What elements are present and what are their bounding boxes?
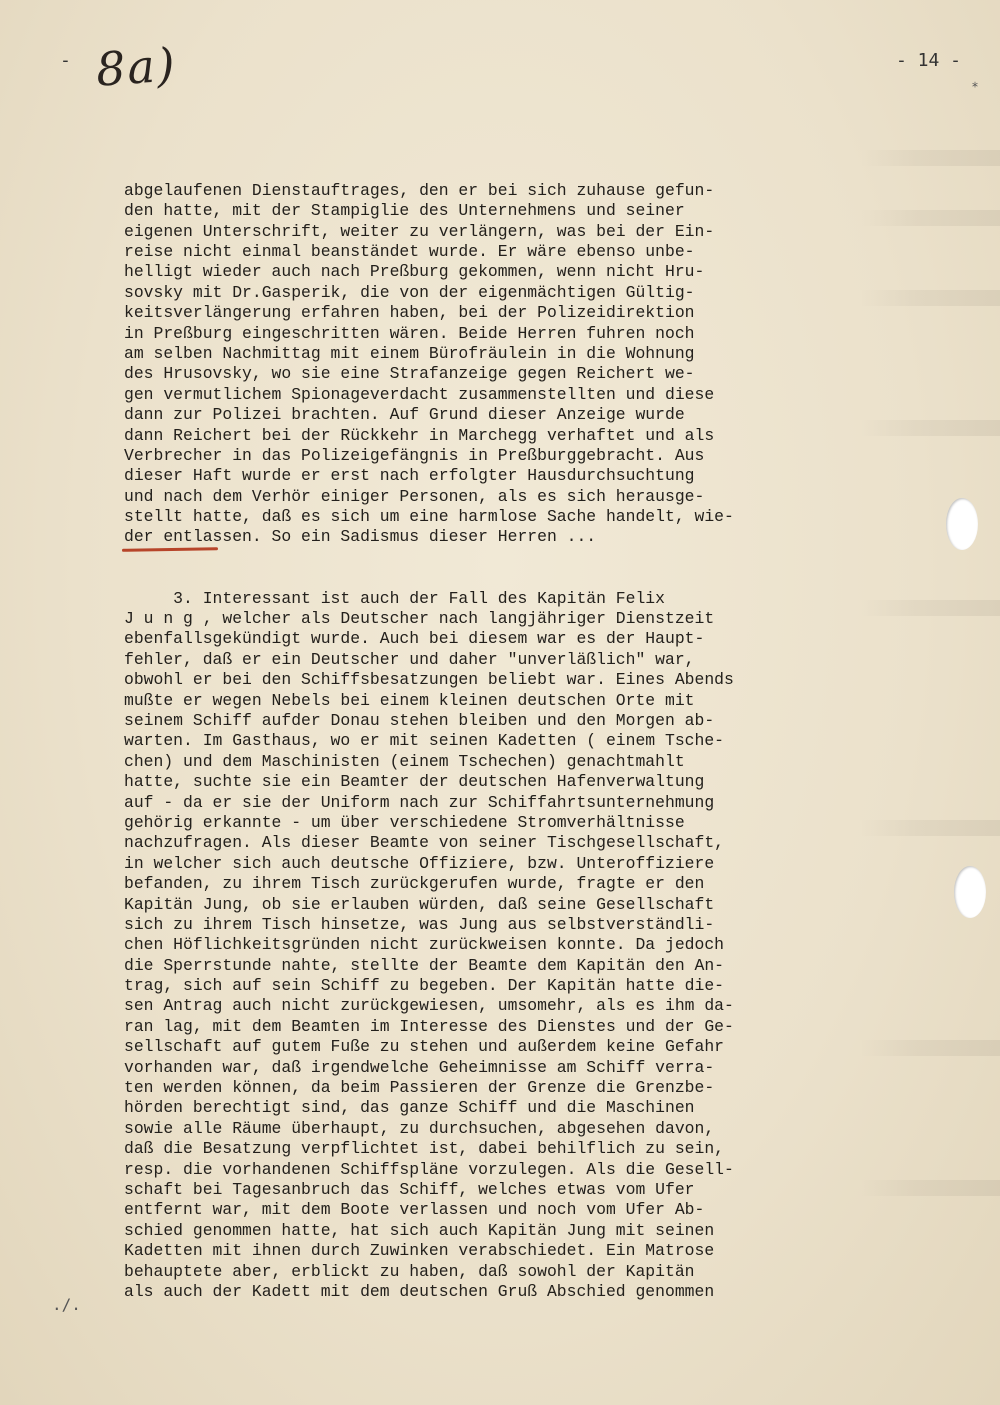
- text-line: seinem Schiff aufder Donau stehen bleiben und den Morgen ab-: [124, 711, 715, 730]
- text-line: sovsky mit Dr.Gasperik, die von der eigenmächtigen Gültig-: [124, 282, 695, 302]
- text-line: keitsverlängerung erfahren haben, bei der Polizeidirektion: [124, 303, 695, 323]
- text-line: dann zur Polizei brachten. Auf Grund dieser Anzeige wurde: [124, 405, 685, 425]
- text-line: obwohl er bei den Schiffsbesatzungen beliebt war. Eines Abends: [124, 670, 734, 690]
- text-line: ten werden können, da beim Passieren der Grenze die Grenzbe-: [124, 1078, 715, 1098]
- text-line: fehler, daß er ein Deutscher und daher "unverläßlich" war,: [124, 649, 695, 669]
- text-line: hörden berechtigt sind, das ganze Schiff und die Maschinen: [124, 1098, 695, 1118]
- text-line: die Sperrstunde nahte, stellte der Beamte dem Kapitän den An-: [124, 955, 724, 975]
- text-line: behauptete aber, erblickt zu haben, daß sowohl der Kapitän: [124, 1261, 695, 1281]
- text-line: 3. Interessant ist auch der Fall des Kapitän Felix: [124, 588, 665, 608]
- text-line: helligt wieder auch nach Preßburg gekommen, wenn nicht Hru-: [124, 262, 705, 282]
- continuation-mark: ./.: [52, 1295, 81, 1314]
- text-line: ebenfallsgekündigt wurde. Auch bei diesem war es der Haupt-: [124, 629, 705, 649]
- paragraph-1: [124, 181, 884, 548]
- text-line: am selben Nachmittag mit einem Bürofräulein in die Wohnung: [124, 343, 695, 363]
- text-line: dieser Haft wurde er erst nach erfolgter Hausdurchsuchtung: [124, 466, 695, 486]
- text-line: und nach dem Verhör einiger Personen, als es sich herausge-: [124, 486, 705, 506]
- text-line: resp. die vorhandenen Schiffspläne vorzulegen. Als die Gesell-: [124, 1159, 734, 1179]
- text-line: in welcher sich auch deutsche Offiziere, bzw. Unteroffiziere: [124, 853, 715, 873]
- page-number: - 14 -: [896, 50, 962, 71]
- text-line: chen Höflichkeitsgründen nicht zurückweisen konnte. Da jedoch: [124, 935, 724, 955]
- text-line: dann Reichert bei der Rückkehr in Marchegg verhaftet und als: [124, 425, 715, 445]
- text-line: daß die Besatzung verpflichtet ist, dabei behilflich zu sein,: [124, 1139, 724, 1159]
- corner-tick: ⁎: [972, 76, 978, 90]
- text-line: gehörig erkannte - um über verschiedene Stromverhältnisse: [124, 812, 685, 832]
- punch-hole: [954, 866, 986, 918]
- text-line: entfernt war, mit dem Boote verlassen und noch vom Ufer Ab-: [124, 1200, 705, 1220]
- text-line: den hatte, mit der Stampiglie des Unternehmens und seiner: [124, 201, 685, 221]
- text-line: in Preßburg eingeschritten wären. Beide Herren fuhren noch: [124, 323, 695, 343]
- text-line: als auch der Kadett mit dem deutschen Gruß Abschied genommen: [124, 1281, 715, 1301]
- text-line: trag, sich auf sein Schiff zu begeben. Der Kapitän hatte die-: [124, 976, 724, 996]
- text-line: hatte, suchte sie ein Beamter der deutschen Hafenverwaltung: [124, 772, 705, 792]
- text-line: nachzufragen. Als dieser Beamte von seiner Tischgesellschaft,: [124, 833, 724, 853]
- text-line: J u n g , welcher als Deutscher nach langjähriger Dienstzeit: [124, 609, 715, 629]
- text-line: schaft bei Tagesanbruch das Schiff, welches etwas vom Ufer: [124, 1179, 695, 1199]
- text-line: befanden, zu ihrem Tisch zurückgerufen wurde, fragte er den: [124, 874, 705, 894]
- text-line: sen Antrag auch nicht zurückgewiesen, umsomehr, als es ihm da-: [124, 996, 734, 1016]
- text-line: vorhanden war, daß irgendwelche Geheimnisse am Schiff verra-: [124, 1057, 715, 1077]
- punch-hole: [946, 498, 978, 550]
- text-line: sellschaft auf gutem Fuße zu stehen und außerdem keine Gefahr: [124, 1037, 724, 1057]
- text-line: Verbrecher in das Polizeigefängnis in Preßburggebracht. Aus: [124, 445, 705, 465]
- handwritten-annotation: 8a): [94, 37, 179, 97]
- text-line: auf - da er sie der Uniform nach zur Schiffahrtsunternehmung: [124, 792, 715, 812]
- text-line: sowie alle Räume überhaupt, zu durchsuchen, abgesehen davon,: [124, 1118, 715, 1138]
- text-line: warten. Im Gasthaus, wo er mit seinen Kadetten ( einem Tsche-: [124, 731, 724, 751]
- text-line: eigenen Unterschrift, weiter zu verlängern, was bei der Ein-: [124, 221, 715, 241]
- text-line: stellt hatte, daß es sich um eine harmlose Sache handelt, wie-: [124, 507, 734, 527]
- text-line: ran lag, mit dem Beamten im Interesse des Dienstes und der Ge-: [124, 1016, 734, 1036]
- text-line: Kapitän Jung, ob sie erlauben würden, daß seine Gesellschaft: [124, 894, 715, 914]
- text-line: chen) und dem Maschinisten (einem Tschechen) genachtmahlt: [124, 751, 685, 771]
- text-line: Kadetten mit ihnen durch Zuwinken verabschiedet. Ein Matrose: [124, 1241, 715, 1261]
- text-line: schied genommen hatte, hat sich auch Kapitän Jung mit seinen: [124, 1220, 715, 1240]
- paragraph-2: [124, 589, 884, 1303]
- text-line: der entlassen. So ein Sadismus dieser Herren ...: [124, 527, 597, 547]
- text-line: mußte er wegen Nebels bei einem kleinen deutschen Orte mit: [124, 690, 695, 710]
- text-line: des Hrusovsky, wo sie eine Strafanzeige gegen Reichert we-: [124, 364, 695, 384]
- text-line: reise nicht einmal beanständet wurde. Er wäre ebenso unbe-: [124, 241, 695, 261]
- header-dash: -: [60, 50, 71, 71]
- text-line: abgelaufenen Dienstauftrages, den er bei sich zuhause gefun-: [124, 180, 715, 200]
- text-line: sich zu ihrem Tisch hinsetze, was Jung aus selbstverständli-: [124, 914, 715, 934]
- document-body: [124, 140, 884, 1343]
- text-line: gen vermutlichem Spionageverdacht zusammenstellten und diese: [124, 384, 715, 404]
